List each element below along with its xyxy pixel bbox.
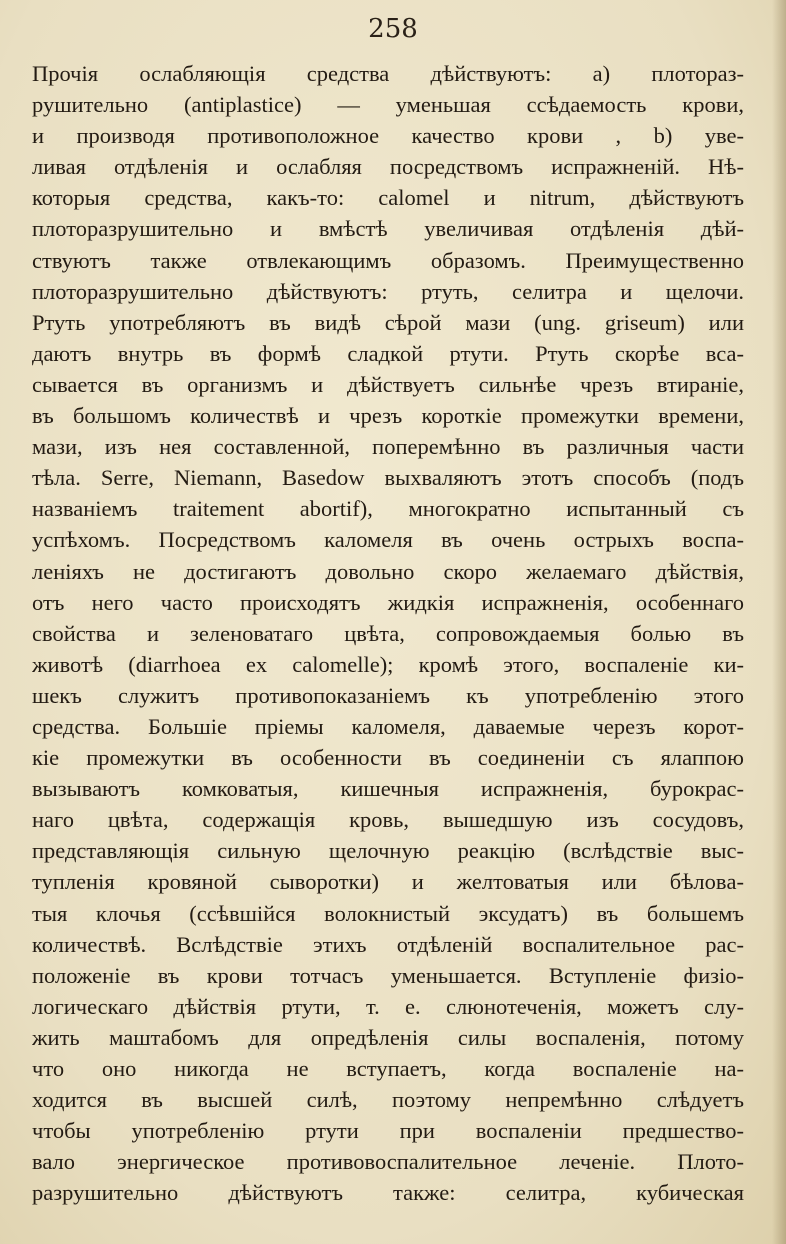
text-line: тыя клочья (ссѣвшійся волокнистый эксудатъ) въ большемъ [32, 900, 744, 926]
text-line: что оно никогда не вступаетъ, когда воспаленіе на- [32, 1056, 744, 1081]
body-text [32, 58, 744, 1208]
text-line: представляющія сильную щелочную реакцію (вслѣдствіе выс- [32, 838, 744, 864]
text-line: успѣхомъ. Посредствомъ каломеля въ очень острыхъ воспа- [32, 527, 744, 553]
text-line: положеніе въ крови тотчасъ уменьшается. Вступленіе физіо- [32, 962, 744, 988]
text-line: количествѣ. Вслѣдствіе этихъ отдѣленій воспалительное рас- [32, 931, 744, 957]
text-line: Прочія ослабляющія средства дѣйствуютъ: а) плоторaз- [32, 61, 744, 86]
text-line: ходится въ высшей силѣ, поэтому непремѣнно слѣдуетъ [32, 1087, 744, 1113]
text-line: тѣла. Serre, Niemann, Basedow выхваляютъ этотъ способъ (подъ [32, 465, 744, 491]
text-line: свойства и зеленоватаго цвѣта, сопровождаемыя болью въ [32, 620, 744, 646]
text-line: плоторазрушительно дѣйствуютъ: ртуть, селитра и щелочи. [32, 278, 744, 304]
text-line: чтобы употребленію ртути при воспаленіи предшество- [32, 1118, 744, 1144]
text-line: рушительно (antiplastice) — уменьшая ссѣдаемость крови, [32, 92, 744, 118]
text-line: ствуютъ также отвлекающимъ образомъ. Преимущественно [32, 247, 744, 273]
text-line: вало энергическое противовоспалительное леченіе. Плото- [32, 1149, 744, 1175]
text-line: логическаго дѣйствія ртути, т. е. слюнотеченія, можетъ слу- [32, 993, 744, 1019]
text-line: отъ него часто происходятъ жидкія испражненія, особеннаго [32, 589, 744, 615]
text-line: леніяхъ не достигаютъ довольно скоро желаемаго дѣйствія, [32, 558, 744, 584]
text-line: тупленія кровяной сыворотки) и желтоватыя или бѣловa- [32, 869, 744, 895]
text-line: кіе промежутки въ особенности въ соединеніи съ ялаппою [32, 745, 744, 771]
text-line: средства. Большіе пріемы каломеля, даваемые черезъ корот- [32, 713, 744, 739]
text-line: Ртуть употребляютъ въ видѣ сѣрой мази (ung. griseum) или [32, 309, 744, 335]
text-line: плоторазрушительно и вмѣстѣ увеличивая отдѣленія дѣй- [32, 216, 744, 242]
page-edge-shadow [772, 0, 786, 1244]
text-line: животѣ (diarrhoea ex calomelle); кромѣ этого, воспаленіе ки- [32, 651, 744, 677]
text-line: шекъ служитъ противопоказаніемъ къ употребленію этого [32, 682, 744, 708]
text-line: жить маштабомъ для опредѣленія силы воспаленія, потому [32, 1024, 744, 1050]
text-line: наго цвѣта, содержащія кровь, вышедшую изъ сосудовъ, [32, 807, 744, 833]
text-line: названіемъ traitement abortif), многократно испытанный съ [32, 496, 744, 522]
text-line: въ большомъ количествѣ и чрезъ короткіе промежутки времени, [32, 403, 744, 429]
page-number: 258 [368, 14, 418, 44]
text-line: и производя противоположное качество крови , b) уве- [32, 123, 744, 149]
text-line: мази, изъ нея составленной, поперемѣнно въ различныя части [32, 434, 744, 460]
text-line: вызываютъ комковатыя, кишечныя испражненія, бурокрас- [32, 776, 744, 802]
text-line: разрушительно дѣйствуютъ также: селитра, кубическая [32, 1180, 744, 1206]
text-line: которыя средства, какъ-то: calomel и nitrum, дѣйствуютъ [32, 185, 744, 211]
text-line: ливая отдѣленія и ослабляя посредствомъ испражненій. Нѣ- [32, 154, 744, 180]
text-line: даютъ внутрь въ формѣ сладкой ртути. Ртуть скорѣе вса- [32, 340, 744, 366]
text-line: сывается въ организмъ и дѣйствуетъ сильнѣе чрезъ втираніе, [32, 371, 744, 397]
